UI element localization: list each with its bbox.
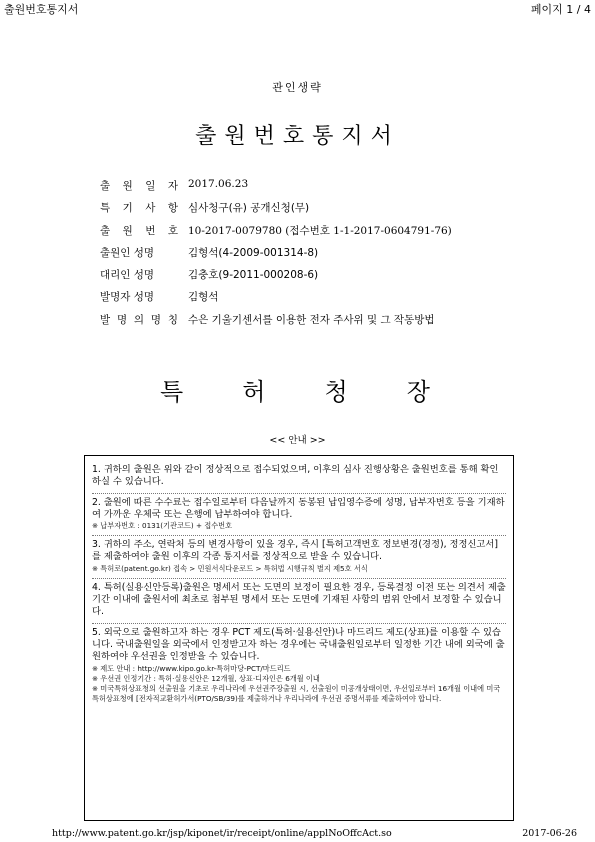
footer-url: http://www.patent.go.kr/jsp/kiponet/ir/receipt/online/applNoOffcAct.so — [52, 828, 392, 839]
info-row — [100, 178, 580, 200]
notice-item-5-note-2: ※ 우선권 인정기간 : 특허·실용신안은 12개월, 상표·디자인은 6개월 이내 — [92, 673, 320, 683]
info-row — [100, 245, 580, 267]
info-row-value: 심사청구(유) 공개신청(무) — [188, 202, 310, 215]
issuer-name — [160, 372, 430, 407]
info-row-label — [100, 200, 178, 215]
page-indicator: 페이지 1 / 4 — [530, 3, 591, 16]
issuer-name-char: 특 — [160, 378, 184, 406]
notice-item-1-text: 1. 귀하의 출원은 위와 같이 정상적으로 접수되었으며, 이후의 심사 진행상황은 출원번호를 통해 확인하실 수 있습니다. — [92, 464, 499, 488]
divider — [92, 623, 506, 624]
info-row-label-part: 원 — [122, 224, 133, 237]
guide-heading: << 안내 >> — [269, 435, 326, 446]
info-row — [100, 289, 580, 311]
info-row — [100, 200, 580, 222]
info-row-label-part: 출원인 성명 — [100, 246, 155, 259]
info-row-label-part: 대리인 성명 — [100, 269, 155, 282]
info-row-value: 10-2017-0079780 (접수번호 1-1-2017-0604791-76) — [188, 224, 452, 237]
info-row-label-part: 칭 — [167, 313, 178, 326]
info-row-label — [100, 245, 178, 260]
notice-item-3-note: ※ 특허로(patent.go.kr) 접속 > 민원서식다운로드 > 특허법 시행규칙 별지 제5호 서식 — [92, 563, 368, 573]
notice-item-2 — [92, 497, 506, 532]
info-row-value: 김형석(4-2009-001314-8) — [188, 246, 319, 259]
print-header-title: 출원번호통지서 — [4, 3, 79, 16]
info-row-label — [100, 223, 178, 238]
footer-date: 2017-06-26 — [522, 828, 577, 839]
notice-item-3 — [92, 539, 506, 574]
print-header — [0, 1, 595, 15]
info-row-label-part: 특 — [100, 202, 111, 215]
info-row-label-part: 명 — [150, 313, 162, 326]
info-row-label — [100, 289, 178, 304]
divider — [92, 493, 506, 494]
notice-item-5-note-3: ※ 미국특허상표청의 선출원을 기초로 우리나라에 우선권주장출원 시, 선출원이 미공개상태이면, 우선일로부터 16개월 이내에 미국특허상표청에 [전자적교환허가서(PTO/SB/39)를 제출하거나 우리나라에 우선권 증명서류를 제출하여야 합니다. — [92, 683, 501, 703]
notice-item-4 — [92, 582, 506, 619]
info-row-label-part: 사 — [145, 202, 156, 215]
info-row — [100, 223, 580, 245]
info-row-value: 김형석 — [188, 291, 219, 304]
notice-item-1 — [92, 464, 506, 489]
info-row-value: 2017.06.23 — [188, 178, 249, 190]
notice-item-5 — [92, 627, 506, 704]
info-row-label-part: 자 — [167, 180, 178, 192]
info-row-value: 김충호(9-2011-000208-6) — [188, 269, 319, 282]
issuer-name-char: 장 — [406, 378, 430, 406]
info-row-label — [100, 267, 178, 282]
info-row-label-part: 번 — [145, 224, 156, 237]
notice-item-5-note-1: ※ 제도 안내 : http://www.kipo.go.kr-특허마당-PCT/마드리드 — [92, 663, 291, 673]
info-row-label-part: 출 — [100, 180, 111, 192]
issuer-name-char: 허 — [242, 378, 266, 406]
info-row-label-part: 발명자 성명 — [100, 291, 155, 304]
info-row — [100, 312, 580, 334]
info-row-label-part: 의 — [133, 313, 145, 326]
notice-item-3-text: 3. 귀하의 주소, 연락처 등의 변경사항이 있을 경우, 즉시 [특허고객번호 정보변경(경정), 정정신고서]를 제출하여야 출원 이후의 각종 통지서를 정상적으로 받을 수 있습니다. — [92, 539, 499, 563]
seal-omitted-label: 관인생략 — [272, 81, 323, 94]
info-row-label-part: 출 — [100, 224, 111, 237]
issuer-name-char: 청 — [324, 378, 348, 406]
divider — [92, 578, 506, 579]
notice-item-4-text: 4. 특허(실용신안등록)출원은 명세서 또는 도면의 보정이 필요한 경우, 등록결정 이전 또는 의견서 제출기간 이내에 출원서에 최초로 첨부된 명세서 또는 도면에 기재된 사항의 범위 안에서 보정할 수 있습니다. — [92, 581, 506, 618]
notice-item-2-text: 2. 출원에 따른 수수료는 접수일로부터 다음날까지 동봉된 납입영수증에 성명, 납부자번호 등을 기재하여 가까운 우체국 또는 은행에 납부하여야 합니다. — [92, 496, 505, 520]
info-row-label-part: 항 — [167, 202, 178, 215]
info-row-label-part: 원 — [122, 180, 133, 192]
info-row-label-part: 명 — [116, 313, 128, 326]
document-title: 출원번호통지서 — [195, 124, 400, 149]
info-row-label-part: 발 — [100, 313, 111, 326]
info-row — [100, 267, 580, 289]
divider — [92, 535, 506, 536]
notice-item-2-note: ※ 납부자번호 : 0131(기관코드) + 접수번호 — [92, 521, 233, 531]
info-row-value: 수은 기울기센서를 이용한 전자 주사위 및 그 작동방법 — [188, 313, 435, 326]
info-row-label-part: 일 — [145, 180, 156, 192]
notice-item-5-text: 5. 외국으로 출원하고자 하는 경우 PCT 제도(특허·실용신안)나 마드리드 제도(상표)를 이용할 수 있습니다. 국내출원일을 외국에서 인정받고자 하는 경우에는 국내출원일로부터 일정한 기간 내에 외국에 출원하여야 우선권을 인정받을 수 있습니다. — [92, 626, 505, 663]
info-row-label-part: 호 — [167, 224, 178, 237]
info-row-label-part: 기 — [122, 202, 133, 215]
application-info-table — [100, 178, 580, 334]
notice-box — [84, 455, 514, 821]
info-row-label — [100, 178, 178, 193]
info-row-label — [100, 312, 178, 327]
